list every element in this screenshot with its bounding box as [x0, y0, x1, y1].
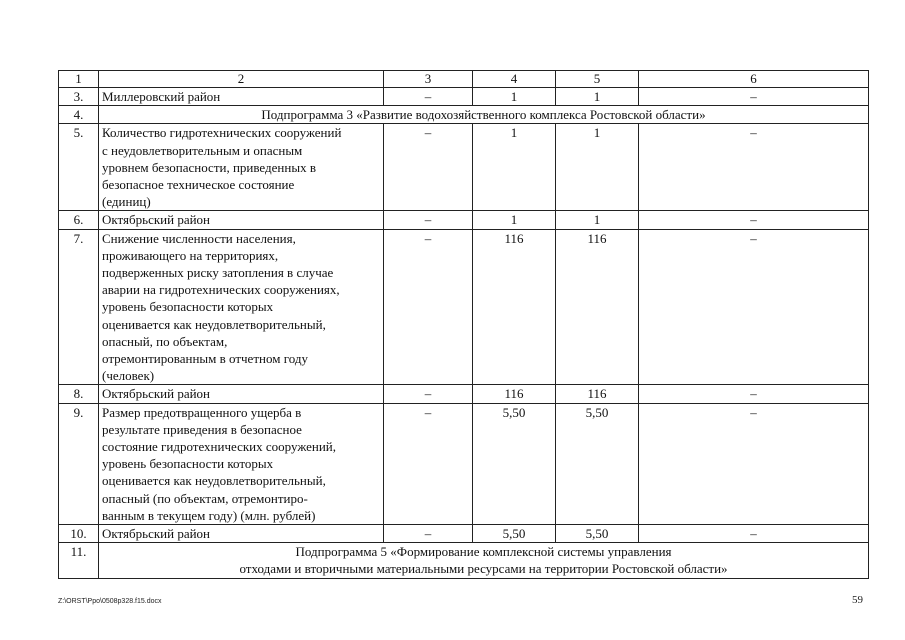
name-line: ванным в текущем году) (млн. рублей): [102, 507, 316, 523]
cell-col6: –: [639, 229, 869, 385]
name-line: результате приведения в безопасное: [102, 421, 302, 437]
header-row: [59, 71, 869, 88]
subprogram-title-line: Подпрограмма 5 «Формирование комплексной системы управления: [295, 544, 672, 560]
cell-col3: –: [384, 525, 473, 543]
row-name: [99, 403, 384, 524]
row-name: Октябрьский район: [99, 525, 384, 543]
table-row: [59, 124, 869, 211]
name-line: безопасное техническое состояние: [102, 177, 295, 193]
table-row: [59, 88, 869, 106]
name-line: Количество гидротехнических сооружений: [102, 125, 342, 141]
row-name: Миллеровский район: [99, 88, 384, 106]
cell-col6: –: [639, 124, 869, 211]
name-line: уровень безопасности которых: [102, 456, 274, 472]
cell-col4: 5,50: [473, 403, 556, 524]
row-number: 10.: [59, 525, 99, 543]
header-cell: 6: [639, 71, 869, 88]
row-name: Октябрьский район: [99, 211, 384, 229]
row-number: 11.: [59, 543, 99, 578]
table-row: [59, 525, 869, 543]
cell-col3: –: [384, 403, 473, 524]
cell-col6: –: [639, 385, 869, 403]
row-number: 6.: [59, 211, 99, 229]
name-line: оценивается как неудовлетворительный,: [102, 473, 326, 489]
row-number: 5.: [59, 124, 99, 211]
cell-col6: –: [639, 525, 869, 543]
cell-col3: –: [384, 124, 473, 211]
cell-col3: –: [384, 385, 473, 403]
page-number: 59: [852, 594, 863, 606]
name-line: проживающего на территориях,: [102, 247, 279, 263]
header-cell: 3: [384, 71, 473, 88]
name-line: уровнем безопасности, приведенных в: [102, 159, 316, 175]
name-line: (человек): [102, 368, 155, 384]
cell-col5: 5,50: [556, 403, 639, 524]
subprogram-row: [59, 543, 869, 578]
table-row: [59, 229, 869, 385]
name-line: опасный, по объектам,: [102, 333, 228, 349]
header-cell: 5: [556, 71, 639, 88]
cell-col4: 1: [473, 88, 556, 106]
row-number: 4.: [59, 106, 99, 124]
cell-col5: 116: [556, 229, 639, 385]
name-line: с неудовлетворительным и опасным: [102, 142, 303, 158]
cell-col3: –: [384, 211, 473, 229]
row-number: 9.: [59, 403, 99, 524]
cell-col3: –: [384, 229, 473, 385]
name-line: опасный (по объектам, отремонтиро-: [102, 490, 308, 506]
name-line: (единиц): [102, 194, 151, 210]
header-cell: 1: [59, 71, 99, 88]
cell-col5: 1: [556, 124, 639, 211]
cell-col6: –: [639, 88, 869, 106]
footer-file-path: Z:\ORST\Ppo\0508p328.f15.docx: [58, 598, 162, 605]
row-number: 3.: [59, 88, 99, 106]
name-line: Размер предотвращенного ущерба в: [102, 404, 302, 420]
row-number: 7.: [59, 229, 99, 385]
cell-col5: 116: [556, 385, 639, 403]
subprogram-title-line: отходами и вторичными материальными ресурсами на территории Ростовской области»: [239, 561, 728, 577]
row-number: 8.: [59, 385, 99, 403]
name-line: состояние гидротехнических сооружений,: [102, 439, 337, 455]
name-line: оценивается как неудовлетворительный,: [102, 316, 326, 332]
subprogram-row: [59, 106, 869, 124]
cell-col3: –: [384, 88, 473, 106]
name-line: уровень безопасности которых: [102, 299, 274, 315]
cell-col5: 5,50: [556, 525, 639, 543]
subprogram-title: Подпрограмма 3 «Развитие водохозяйственного комплекса Ростовской области»: [99, 106, 869, 124]
cell-col4: 1: [473, 124, 556, 211]
row-name: [99, 229, 384, 385]
header-cell: 2: [99, 71, 384, 88]
cell-col6: –: [639, 211, 869, 229]
table-row: [59, 403, 869, 524]
name-line: Снижение численности населения,: [102, 230, 296, 246]
header-cell: 4: [473, 71, 556, 88]
name-line: подверженных риску затопления в случае: [102, 265, 334, 281]
cell-col4: 116: [473, 385, 556, 403]
name-line: отремонтированным в отчетном году: [102, 351, 308, 367]
cell-col4: 5,50: [473, 525, 556, 543]
cell-col5: 1: [556, 211, 639, 229]
row-name: [99, 124, 384, 211]
cell-col6: –: [639, 403, 869, 524]
table-row: [59, 211, 869, 229]
subprogram-title: [99, 543, 869, 578]
name-line: аварии на гидротехнических сооружениях,: [102, 282, 340, 298]
cell-col4: 1: [473, 211, 556, 229]
cell-col5: 1: [556, 88, 639, 106]
cell-col4: 116: [473, 229, 556, 385]
row-name: Октябрьский район: [99, 385, 384, 403]
data-table: [58, 70, 869, 579]
table-row: [59, 385, 869, 403]
